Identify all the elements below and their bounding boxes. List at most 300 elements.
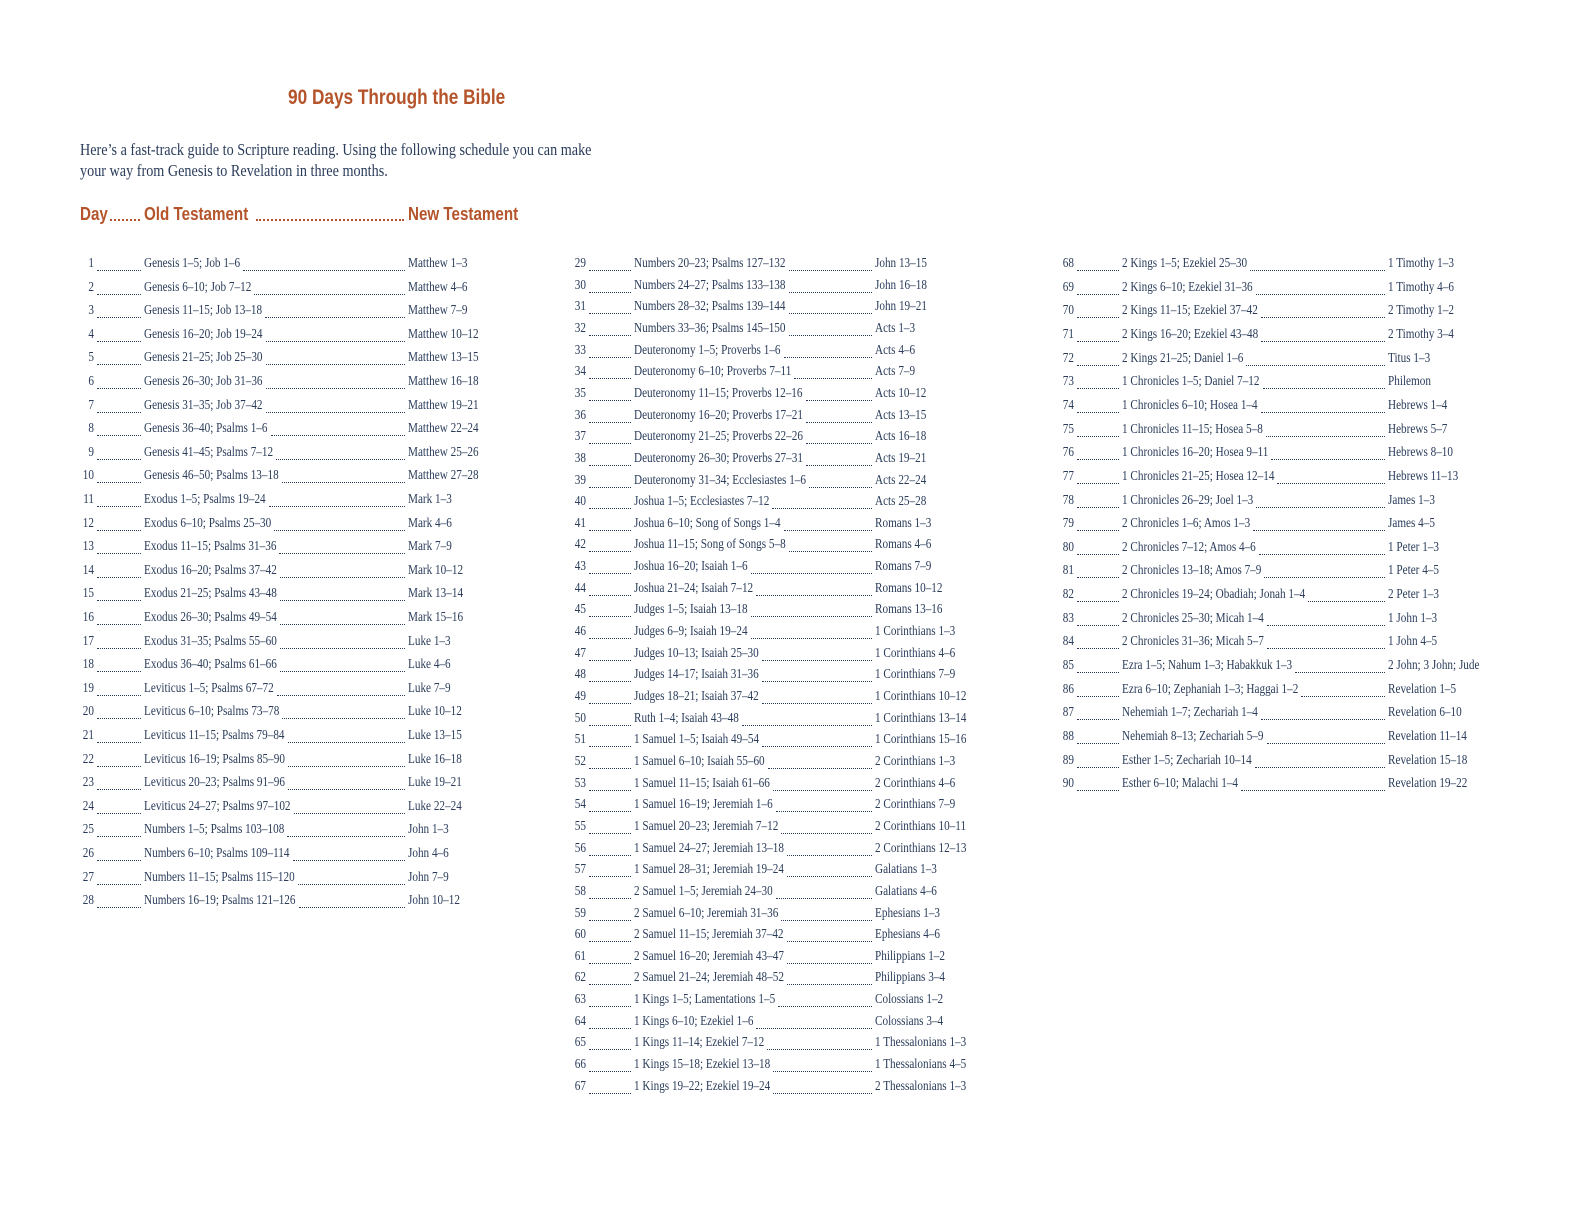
schedule-row bbox=[1058, 705, 1528, 727]
schedule-row bbox=[80, 303, 528, 325]
day-number: 81 bbox=[1062, 563, 1074, 579]
dot-leader bbox=[751, 602, 872, 617]
old-testament-reading: Joshua 1–5; Ecclesiastes 7–12 bbox=[634, 494, 770, 510]
dot-leader bbox=[1253, 516, 1385, 531]
day-number: 74 bbox=[1062, 397, 1074, 413]
day-number: 18 bbox=[82, 657, 94, 673]
dot-leader bbox=[1077, 611, 1119, 626]
dot-leader bbox=[97, 398, 141, 413]
old-testament-reading: 1 Kings 11–14; Ezekiel 7–12 bbox=[634, 1035, 765, 1051]
dot-leader bbox=[762, 646, 872, 661]
dot-leader bbox=[97, 657, 141, 672]
dot-leader bbox=[589, 451, 631, 466]
schedule-row bbox=[80, 327, 528, 349]
schedule-row bbox=[570, 711, 1005, 733]
day-number: 24 bbox=[82, 798, 94, 814]
dot-leader bbox=[97, 327, 141, 342]
day-number: 65 bbox=[574, 1035, 586, 1051]
schedule-row bbox=[570, 278, 1005, 300]
dot-leader bbox=[1264, 563, 1385, 578]
day-number: 33 bbox=[574, 342, 586, 358]
day-number: 75 bbox=[1062, 421, 1074, 437]
dot-leader bbox=[1077, 398, 1119, 413]
old-testament-reading: Nehemiah 1–7; Zechariah 1–4 bbox=[1122, 705, 1258, 721]
old-testament-reading: 2 Kings 1–5; Ezekiel 25–30 bbox=[1122, 256, 1248, 271]
dot-leader bbox=[97, 728, 141, 743]
old-testament-reading: 1 Chronicles 6–10; Hosea 1–4 bbox=[1122, 397, 1258, 413]
day-number: 90 bbox=[1062, 776, 1074, 792]
dot-leader bbox=[589, 559, 631, 574]
dot-leader bbox=[269, 492, 405, 507]
new-testament-reading: Ephesians 4–6 bbox=[875, 927, 941, 943]
day-number: 88 bbox=[1062, 729, 1074, 744]
day-number: 10 bbox=[82, 468, 94, 484]
day-number: 7 bbox=[88, 397, 94, 413]
schedule-row bbox=[80, 870, 528, 892]
old-testament-reading: Genesis 16–20; Job 19–24 bbox=[144, 326, 263, 342]
old-testament-reading: Genesis 21–25; Job 25–30 bbox=[144, 350, 263, 366]
dot-leader bbox=[1267, 611, 1385, 626]
new-testament-reading: 1 Thessalonians 4–5 bbox=[875, 1057, 967, 1073]
schedule-row bbox=[570, 1035, 1005, 1057]
new-testament-reading: Acts 19–21 bbox=[875, 450, 927, 466]
dot-leader bbox=[589, 667, 631, 682]
schedule-row bbox=[80, 445, 528, 467]
new-testament-reading: Galatians 1–3 bbox=[875, 862, 937, 878]
day-number: 55 bbox=[574, 818, 586, 834]
dot-leader bbox=[97, 374, 141, 389]
new-testament-reading: Matthew 4–6 bbox=[408, 279, 468, 295]
new-testament-reading: Romans 4–6 bbox=[875, 537, 932, 553]
day-number: 57 bbox=[574, 862, 586, 878]
new-testament-reading: Revelation 11–14 bbox=[1388, 729, 1467, 744]
old-testament-reading: Numbers 1–5; Psalms 103–108 bbox=[144, 822, 285, 838]
dot-leader bbox=[97, 870, 141, 885]
dot-leader bbox=[1077, 422, 1119, 437]
schedule-row bbox=[80, 657, 528, 679]
schedule-row bbox=[570, 494, 1005, 516]
schedule-row bbox=[570, 906, 1005, 928]
old-testament-reading: 1 Samuel 20–23; Jeremiah 7–12 bbox=[634, 818, 779, 834]
dot-leader bbox=[1250, 256, 1385, 271]
new-testament-reading: John 13–15 bbox=[875, 256, 927, 271]
dot-leader bbox=[97, 256, 141, 271]
day-number: 26 bbox=[82, 846, 94, 861]
dot-leader bbox=[776, 884, 872, 899]
schedule-row bbox=[570, 819, 1005, 841]
new-testament-reading: Luke 10–12 bbox=[408, 704, 462, 720]
dot-leader bbox=[97, 421, 141, 436]
page-title: 90 Days Through the Bible bbox=[288, 86, 506, 109]
old-testament-reading: 1 Samuel 24–27; Jeremiah 13–18 bbox=[634, 840, 784, 856]
old-testament-reading: Exodus 16–20; Psalms 37–42 bbox=[144, 562, 277, 578]
old-testament-reading: Leviticus 20–23; Psalms 91–96 bbox=[144, 775, 285, 791]
dot-leader bbox=[282, 704, 405, 719]
day-number: 11 bbox=[83, 492, 94, 507]
schedule-row bbox=[570, 1079, 1005, 1101]
schedule-row bbox=[570, 581, 1005, 603]
old-testament-reading: Genesis 41–45; Psalms 7–12 bbox=[144, 444, 274, 460]
schedule-row bbox=[570, 386, 1005, 408]
old-testament-reading: 2 Samuel 1–5; Jeremiah 24–30 bbox=[634, 883, 773, 899]
day-number: 22 bbox=[82, 751, 94, 767]
new-testament-reading: 2 Thessalonians 1–3 bbox=[875, 1078, 967, 1094]
day-number: 49 bbox=[574, 689, 586, 704]
dot-leader bbox=[97, 752, 141, 767]
old-testament-reading: Genesis 31–35; Job 37–42 bbox=[144, 397, 263, 413]
old-testament-reading: 2 Chronicles 25–30; Micah 1–4 bbox=[1122, 610, 1264, 626]
schedule-row bbox=[570, 559, 1005, 581]
old-testament-reading: 1 Kings 19–22; Ezekiel 19–24 bbox=[634, 1078, 771, 1094]
dot-leader bbox=[1259, 540, 1385, 555]
dot-leader bbox=[589, 364, 631, 379]
day-number: 5 bbox=[88, 350, 94, 366]
schedule-row bbox=[570, 256, 1005, 278]
old-testament-reading: Exodus 21–25; Psalms 43–48 bbox=[144, 586, 277, 602]
dot-leader bbox=[97, 775, 141, 790]
dot-leader bbox=[787, 862, 872, 877]
new-testament-reading: John 4–6 bbox=[408, 846, 449, 861]
schedule-row bbox=[80, 610, 528, 632]
new-testament-reading: Mark 13–14 bbox=[408, 586, 464, 602]
day-number: 8 bbox=[88, 421, 94, 437]
day-header: Day bbox=[80, 203, 108, 224]
dot-leader bbox=[97, 350, 141, 365]
schedule-row bbox=[1058, 374, 1528, 396]
dot-leader bbox=[265, 303, 405, 318]
old-testament-reading: Judges 6–9; Isaiah 19–24 bbox=[634, 624, 748, 640]
schedule-row bbox=[80, 846, 528, 868]
dot-leader bbox=[97, 303, 141, 318]
day-number: 76 bbox=[1062, 445, 1074, 461]
schedule-row bbox=[570, 732, 1005, 754]
intro-line: Here’s a fast-track guide to Scripture reading. Using the following schedule you can make bbox=[80, 140, 592, 159]
old-testament-reading: Judges 1–5; Isaiah 13–18 bbox=[634, 602, 748, 618]
old-testament-reading: Numbers 16–19; Psalms 121–126 bbox=[144, 893, 296, 909]
old-testament-reading: Deuteronomy 21–25; Proverbs 22–26 bbox=[634, 429, 803, 445]
day-number: 47 bbox=[574, 645, 586, 661]
dot-leader bbox=[97, 445, 141, 460]
day-number: 12 bbox=[82, 515, 94, 531]
old-testament-reading: Joshua 6–10; Song of Songs 1–4 bbox=[634, 515, 781, 531]
old-testament-reading: Deuteronomy 31–34; Ecclesiastes 1–6 bbox=[634, 472, 807, 488]
dot-leader bbox=[589, 1014, 631, 1029]
schedule-row bbox=[570, 364, 1005, 386]
dot-leader bbox=[1077, 469, 1119, 484]
dot-leader bbox=[1261, 303, 1385, 318]
day-number: 58 bbox=[574, 883, 586, 899]
new-testament-reading: Matthew 10–12 bbox=[408, 326, 479, 342]
dot-leader bbox=[1077, 587, 1119, 602]
dot-leader bbox=[589, 321, 631, 336]
dot-leader bbox=[1266, 422, 1385, 437]
dot-leader bbox=[589, 970, 631, 985]
new-testament-reading: 1 Thessalonians 1–3 bbox=[875, 1035, 967, 1051]
new-testament-reading: Romans 10–12 bbox=[875, 580, 943, 596]
day-number: 69 bbox=[1062, 279, 1074, 295]
old-testament-reading: Numbers 6–10; Psalms 109–114 bbox=[144, 846, 290, 861]
dot-leader bbox=[280, 610, 405, 625]
dot-leader bbox=[589, 776, 631, 791]
dot-leader bbox=[589, 256, 631, 271]
old-testament-reading: 1 Chronicles 16–20; Hosea 9–11 bbox=[1122, 445, 1269, 461]
dot-leader bbox=[254, 280, 405, 295]
schedule-row bbox=[1058, 445, 1528, 467]
old-testament-reading: Ezra 1–5; Nahum 1–3; Habakkuk 1–3 bbox=[1122, 658, 1293, 674]
new-testament-reading: Mark 15–16 bbox=[408, 610, 464, 625]
new-testament-reading: Mark 1–3 bbox=[408, 492, 452, 507]
day-number: 72 bbox=[1062, 350, 1074, 366]
dot-leader bbox=[589, 819, 631, 834]
new-testament-reading: Acts 4–6 bbox=[875, 342, 916, 358]
schedule-row bbox=[80, 516, 528, 538]
schedule-row bbox=[570, 862, 1005, 884]
day-number: 70 bbox=[1062, 303, 1074, 319]
old-testament-reading: Genesis 11–15; Job 13–18 bbox=[144, 303, 263, 319]
dot-leader bbox=[97, 563, 141, 578]
dot-leader bbox=[97, 468, 141, 483]
dot-leader bbox=[589, 516, 631, 531]
new-testament-reading: 2 Peter 1–3 bbox=[1388, 587, 1440, 603]
schedule-row bbox=[80, 468, 528, 490]
dot-leader bbox=[274, 516, 405, 531]
old-testament-reading: 1 Kings 1–5; Lamentations 1–5 bbox=[634, 992, 776, 1008]
dot-leader bbox=[789, 537, 872, 552]
day-number: 9 bbox=[88, 444, 94, 460]
new-testament-reading: Acts 7–9 bbox=[875, 364, 916, 380]
schedule-row bbox=[1058, 280, 1528, 302]
old-testament-reading: 1 Samuel 28–31; Jeremiah 19–24 bbox=[634, 862, 784, 878]
new-testament-reading: Hebrews 11–13 bbox=[1388, 468, 1459, 484]
schedule-row bbox=[80, 280, 528, 302]
new-testament-reading: John 7–9 bbox=[408, 869, 449, 885]
day-number: 42 bbox=[574, 537, 586, 553]
old-testament-reading: Genesis 1–5; Job 1–6 bbox=[144, 256, 241, 271]
dot-leader bbox=[787, 970, 872, 985]
dot-leader bbox=[1261, 705, 1385, 720]
old-testament-reading: 2 Chronicles 7–12; Amos 4–6 bbox=[1122, 539, 1256, 555]
day-number: 82 bbox=[1062, 587, 1074, 603]
old-testament-reading: Judges 14–17; Isaiah 31–36 bbox=[634, 667, 759, 683]
schedule-row bbox=[570, 667, 1005, 689]
schedule-row bbox=[570, 473, 1005, 495]
old-testament-reading: Nehemiah 8–13; Zechariah 5–9 bbox=[1122, 729, 1264, 744]
day-number: 44 bbox=[574, 580, 586, 596]
day-number: 32 bbox=[574, 320, 586, 336]
header-leader bbox=[256, 203, 404, 221]
dot-leader bbox=[1077, 374, 1119, 389]
schedule-row bbox=[1058, 682, 1528, 704]
new-testament-reading: Romans 1–3 bbox=[875, 515, 932, 531]
new-testament-reading: Acts 25–28 bbox=[875, 494, 927, 510]
schedule-row bbox=[570, 1057, 1005, 1079]
dot-leader bbox=[589, 386, 631, 401]
day-number: 46 bbox=[574, 624, 586, 640]
dot-leader bbox=[279, 539, 405, 554]
new-testament-reading: 1 John 1–3 bbox=[1388, 610, 1438, 626]
schedule-row bbox=[570, 1014, 1005, 1036]
dot-leader bbox=[97, 610, 141, 625]
day-number: 6 bbox=[88, 374, 94, 389]
new-testament-reading: Luke 16–18 bbox=[408, 751, 462, 767]
schedule-row bbox=[80, 539, 528, 561]
dot-leader bbox=[778, 992, 872, 1007]
dot-leader bbox=[787, 841, 872, 856]
new-testament-reading: 2 Corinthians 12–13 bbox=[875, 840, 967, 856]
dot-leader bbox=[762, 732, 872, 747]
new-testament-reading: Acts 16–18 bbox=[875, 429, 927, 445]
old-testament-reading: 1 Chronicles 11–15; Hosea 5–8 bbox=[1122, 421, 1263, 437]
dot-leader bbox=[1077, 658, 1119, 673]
day-number: 29 bbox=[574, 256, 586, 271]
dot-leader bbox=[97, 586, 141, 601]
schedule-row bbox=[1058, 422, 1528, 444]
dot-leader bbox=[589, 949, 631, 964]
dot-leader bbox=[266, 374, 405, 389]
dot-leader bbox=[589, 408, 631, 423]
old-testament-reading: Leviticus 6–10; Psalms 73–78 bbox=[144, 704, 280, 720]
day-number: 78 bbox=[1062, 492, 1074, 508]
dot-leader bbox=[589, 992, 631, 1007]
schedule-row bbox=[80, 563, 528, 585]
day-number: 36 bbox=[574, 407, 586, 423]
dot-leader bbox=[288, 775, 405, 790]
dot-leader bbox=[781, 819, 872, 834]
dot-leader bbox=[773, 1079, 872, 1094]
old-testament-reading: 1 Samuel 1–5; Isaiah 49–54 bbox=[634, 732, 760, 748]
new-testament-reading: 1 Corinthians 1–3 bbox=[875, 624, 956, 640]
old-testament-reading: Exodus 6–10; Psalms 25–30 bbox=[144, 515, 272, 531]
dot-leader bbox=[282, 468, 405, 483]
old-testament-reading: 2 Kings 21–25; Daniel 1–6 bbox=[1122, 350, 1244, 366]
new-testament-reading: James 4–5 bbox=[1388, 516, 1435, 532]
day-number: 61 bbox=[574, 948, 586, 964]
dot-leader bbox=[589, 884, 631, 899]
dot-leader bbox=[589, 1057, 631, 1072]
schedule-row bbox=[1058, 398, 1528, 420]
day-number: 64 bbox=[574, 1013, 586, 1029]
day-number: 63 bbox=[574, 992, 586, 1008]
dot-leader bbox=[589, 841, 631, 856]
dot-leader bbox=[773, 1057, 872, 1072]
dot-leader bbox=[787, 927, 872, 942]
dot-leader bbox=[589, 754, 631, 769]
schedule-row bbox=[570, 949, 1005, 971]
old-testament-reading: 1 Samuel 6–10; Isaiah 55–60 bbox=[634, 753, 765, 769]
day-number: 67 bbox=[574, 1078, 586, 1094]
new-testament-reading: 1 Peter 1–3 bbox=[1388, 539, 1440, 555]
schedule-row bbox=[570, 343, 1005, 365]
new-testament-reading: Matthew 25–26 bbox=[408, 444, 479, 460]
day-number: 85 bbox=[1062, 658, 1074, 674]
dot-leader bbox=[1077, 516, 1119, 531]
new-testament-reading: Philippians 1–2 bbox=[875, 948, 946, 964]
schedule-row bbox=[80, 374, 528, 396]
day-number: 27 bbox=[82, 869, 94, 885]
schedule-row bbox=[570, 970, 1005, 992]
schedule-row bbox=[80, 728, 528, 750]
old-testament-reading: Deuteronomy 16–20; Proverbs 17–21 bbox=[634, 407, 803, 423]
dot-leader bbox=[751, 559, 872, 574]
old-testament-reading: 2 Samuel 6–10; Jeremiah 31–36 bbox=[634, 905, 779, 921]
schedule-row bbox=[570, 841, 1005, 863]
new-testament-reading: Hebrews 5–7 bbox=[1388, 421, 1448, 437]
old-testament-reading: Judges 10–13; Isaiah 25–30 bbox=[634, 645, 759, 661]
new-testament-reading: Acts 1–3 bbox=[875, 320, 916, 336]
dot-leader bbox=[1077, 280, 1119, 295]
new-testament-reading: Matthew 19–21 bbox=[408, 397, 479, 413]
schedule-row bbox=[1058, 776, 1528, 798]
new-testament-reading: Matthew 7–9 bbox=[408, 303, 468, 319]
new-testament-reading: Revelation 19–22 bbox=[1388, 776, 1468, 792]
old-testament-reading: 2 Samuel 21–24; Jeremiah 48–52 bbox=[634, 970, 784, 986]
dot-leader bbox=[1255, 753, 1385, 768]
dot-leader bbox=[589, 473, 631, 488]
dot-leader bbox=[97, 822, 141, 837]
dot-leader bbox=[589, 732, 631, 747]
schedule-row bbox=[80, 775, 528, 797]
schedule-row bbox=[1058, 540, 1528, 562]
day-number: 35 bbox=[574, 385, 586, 401]
schedule-row bbox=[1058, 729, 1528, 751]
dot-leader bbox=[266, 350, 405, 365]
new-testament-reading: John 10–12 bbox=[408, 893, 460, 909]
new-testament-reading: Matthew 16–18 bbox=[408, 374, 479, 389]
dot-leader bbox=[97, 539, 141, 554]
dot-leader bbox=[287, 822, 405, 837]
dot-leader bbox=[97, 634, 141, 649]
dot-leader bbox=[298, 870, 405, 885]
dot-leader bbox=[280, 634, 405, 649]
dot-leader bbox=[773, 776, 872, 791]
day-number: 2 bbox=[88, 279, 94, 295]
schedule-row bbox=[570, 754, 1005, 776]
new-testament-reading: Colossians 1–2 bbox=[875, 992, 944, 1008]
dot-leader bbox=[1077, 445, 1119, 460]
old-testament-reading: Leviticus 11–15; Psalms 79–84 bbox=[144, 728, 285, 743]
dot-leader bbox=[1267, 729, 1385, 744]
schedule-row bbox=[570, 646, 1005, 668]
day-number: 4 bbox=[88, 326, 94, 342]
dot-leader bbox=[589, 299, 631, 314]
schedule-row bbox=[80, 586, 528, 608]
day-number: 40 bbox=[574, 494, 586, 510]
old-testament-reading: Deuteronomy 6–10; Proverbs 7–11 bbox=[634, 364, 792, 380]
dot-leader bbox=[280, 657, 405, 672]
dot-leader bbox=[751, 624, 872, 639]
dot-leader bbox=[589, 689, 631, 704]
old-testament-reading: 2 Chronicles 19–24; Obadiah; Jonah 1–4 bbox=[1122, 587, 1306, 603]
dot-leader bbox=[589, 278, 631, 293]
old-testament-reading: Exodus 1–5; Psalms 19–24 bbox=[144, 492, 266, 507]
old-testament-reading: Deuteronomy 1–5; Proverbs 1–6 bbox=[634, 342, 781, 358]
new-testament-reading: Revelation 1–5 bbox=[1388, 681, 1457, 697]
schedule-row bbox=[570, 624, 1005, 646]
new-testament-reading: 1 Corinthians 7–9 bbox=[875, 667, 956, 683]
day-number: 84 bbox=[1062, 634, 1074, 650]
dot-leader bbox=[1267, 634, 1385, 649]
day-number: 28 bbox=[82, 893, 94, 909]
new-testament-reading: Hebrews 1–4 bbox=[1388, 397, 1448, 413]
schedule-row bbox=[1058, 563, 1528, 585]
dot-leader bbox=[1077, 493, 1119, 508]
old-testament-reading: Joshua 21–24; Isaiah 7–12 bbox=[634, 580, 754, 596]
schedule-row bbox=[570, 992, 1005, 1014]
new-testament-reading: Ephesians 1–3 bbox=[875, 905, 941, 921]
dot-leader bbox=[768, 754, 872, 769]
schedule-row bbox=[80, 681, 528, 703]
old-testament-reading: Leviticus 24–27; Psalms 97–102 bbox=[144, 798, 291, 814]
